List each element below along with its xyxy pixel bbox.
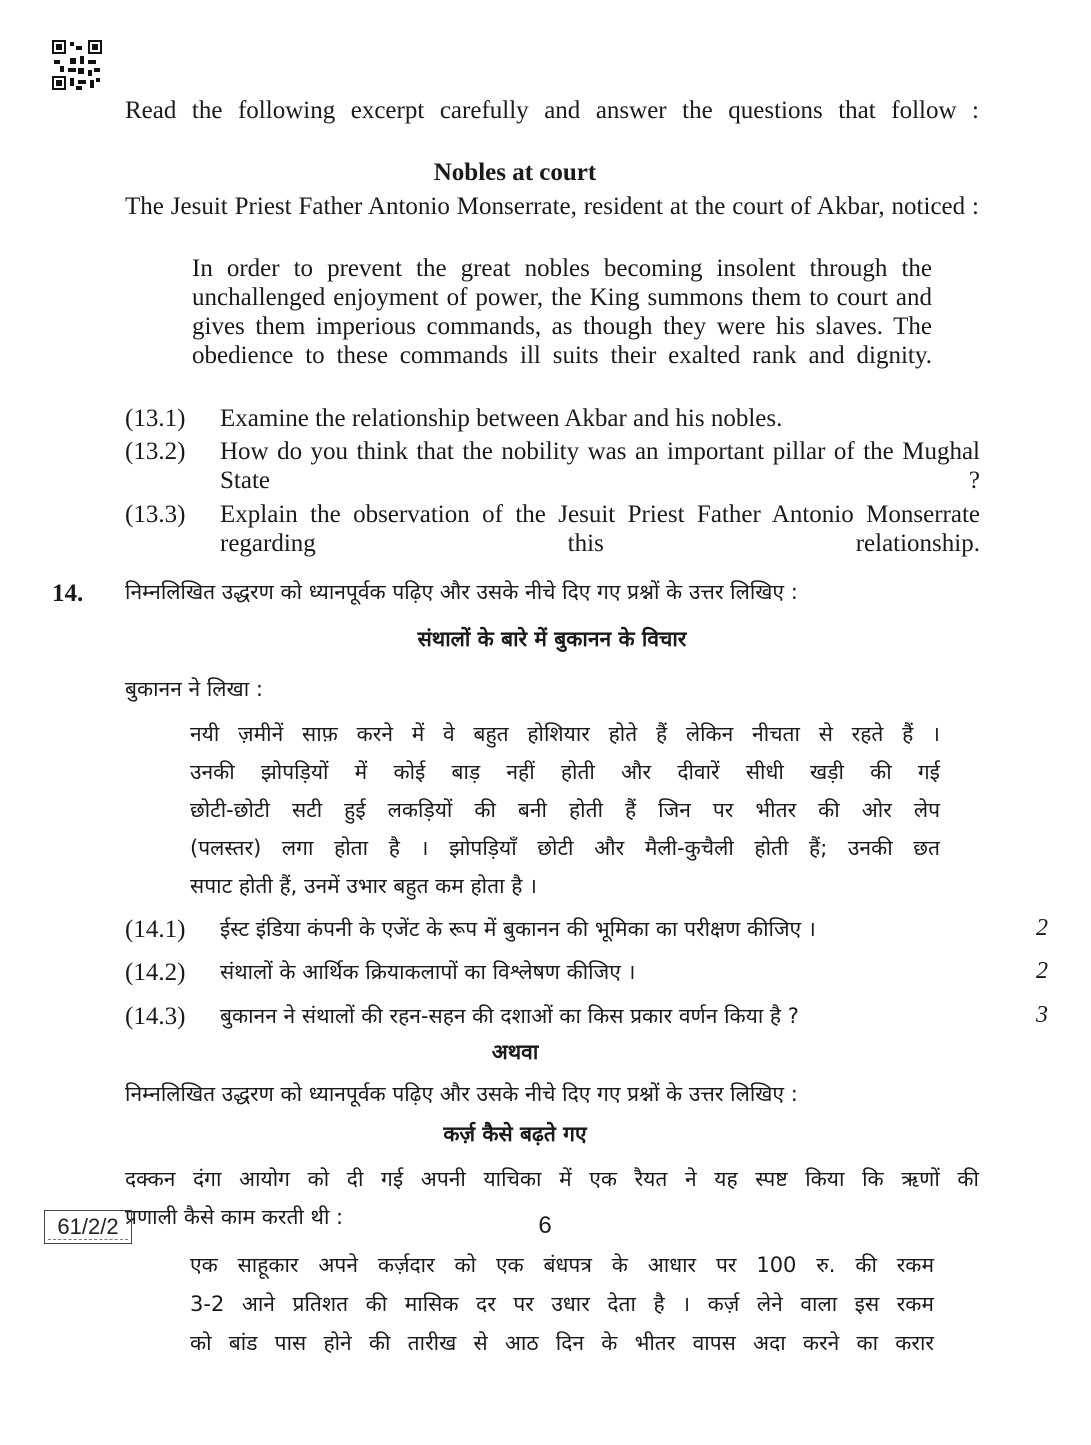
q14-alt-excerpt xyxy=(190,1247,934,1364)
q14-intro: निम्नलिखित उद्धरण को ध्यानपूर्वक पढ़िए और उसके नीचे दिए गए प्रश्नों के उत्तर लिखिए : xyxy=(125,580,798,604)
q14-sub-3-text: बुकानन ने संथालों की रहन-सहन की दशाओं का किस प्रकार वर्णन किया है ? xyxy=(220,1004,799,1028)
q13-sub-3-number: (13.3) xyxy=(125,501,186,528)
qr-code-icon xyxy=(52,40,102,90)
q14-excerpt-line: छोटी-छोटी सटी हुई लकड़ियों की बनी होती हैं जिन पर भीतर की ओर लेप xyxy=(190,798,940,822)
q13-sub-2-text: How do you think that the nobility was an important pillar of the Mughal State ? xyxy=(220,438,980,494)
q14-number: 14. xyxy=(52,580,84,607)
q14-alt-excerpt-line: को बांड पास होने की तारीख से आठ दिन के भीतर वापस अदा करने का करार xyxy=(190,1331,934,1355)
paper-code: 61/2/2 xyxy=(44,1210,132,1244)
q14-excerpt-line: (पलस्तर) लगा होता है । झोपड़ियाँ छोटी और मैली-कुचैली होती हैं; उनकी छत xyxy=(190,836,940,860)
q14-excerpt-line: उनकी झोपड़ियों में कोई बाड़ नहीं होती और दीवारें सीधी खड़ी की गई xyxy=(190,760,940,784)
q13-title: Nobles at court xyxy=(433,159,597,186)
q13-excerpt: In order to prevent the great nobles becoming insolent through the unchallenged enjoyment of power, the King summons them to court and gives them imperious commands, as though they were his slaves. The obedience to these commands ill suits their exalted rank and dignity. xyxy=(192,255,932,369)
q14-alt-lead-line: दक्कन दंगा आयोग को दी गई अपनी याचिका में एक रैयत ने यह स्पष्ट किया कि ऋणों की xyxy=(125,1167,979,1191)
q13-intro: Read the following excerpt carefully and answer the questions that follow : xyxy=(125,97,979,124)
q14-alt-excerpt-line: एक साहूकार अपने कर्ज़दार को एक बंधपत्र के आधार पर 100 रु. की रकम xyxy=(190,1253,934,1277)
page-number: 6 xyxy=(538,1212,552,1239)
q13-lead: The Jesuit Priest Father Antonio Monserrate, resident at the court of Akbar, noticed : xyxy=(125,193,979,220)
q14-sub-2-marks: 2 xyxy=(1036,958,1048,984)
q14-alt-title: कर्ज़ कैसे बढ़ते गए xyxy=(443,1122,587,1146)
q14-sub-2-number: (14.2) xyxy=(125,959,186,986)
q14-excerpt-line: सपाट होती हैं, उनमें उभार बहुत कम होता है । xyxy=(190,874,537,898)
q14-sub-3-number: (14.3) xyxy=(125,1003,186,1030)
q13-sub-1-number: (13.1) xyxy=(125,405,186,432)
q13-sub-3-text: Explain the observation of the Jesuit Priest Father Antonio Monserrate regarding this relationship. xyxy=(220,501,980,557)
q14-alt-lead-line: प्रणाली कैसे काम करती थी : xyxy=(125,1205,344,1229)
or-label: अथवा xyxy=(491,1040,539,1064)
q14-lead: बुकानन ने लिखा : xyxy=(125,677,263,701)
q14-sub-3-marks: 3 xyxy=(1036,1002,1048,1028)
q14-sub-1-marks: 2 xyxy=(1036,915,1048,941)
q14-title: संथालों के बारे में बुकानन के विचार xyxy=(417,627,687,651)
q14-sub-1-text: ईस्ट इंडिया कंपनी के एजेंट के रूप में बुकानन की भूमिका का परीक्षण कीजिए । xyxy=(220,917,816,941)
q14-sub-2-text: संथालों के आर्थिक क्रियाकलापों का विश्लेषण कीजिए । xyxy=(220,960,636,984)
q14-sub-1-number: (14.1) xyxy=(125,916,186,943)
q14-excerpt-line: नयी ज़मीनें साफ़ करने में वे बहुत होशियार होते हैं लेकिन नीचता से रहते हैं । xyxy=(190,722,940,746)
q13-sub-1-text: Examine the relationship between Akbar and his nobles. xyxy=(220,405,783,432)
q14-alt-intro: निम्नलिखित उद्धरण को ध्यानपूर्वक पढ़िए और उसके नीचे दिए गए प्रश्नों के उत्तर लिखिए : xyxy=(125,1082,798,1106)
q14-excerpt xyxy=(190,716,940,906)
q13-sub-2-number: (13.2) xyxy=(125,438,186,465)
q14-alt-excerpt-line: 3-2 आने प्रतिशत की मासिक दर पर उधार देता है । कर्ज़ लेने वाला इस रकम xyxy=(190,1292,934,1316)
